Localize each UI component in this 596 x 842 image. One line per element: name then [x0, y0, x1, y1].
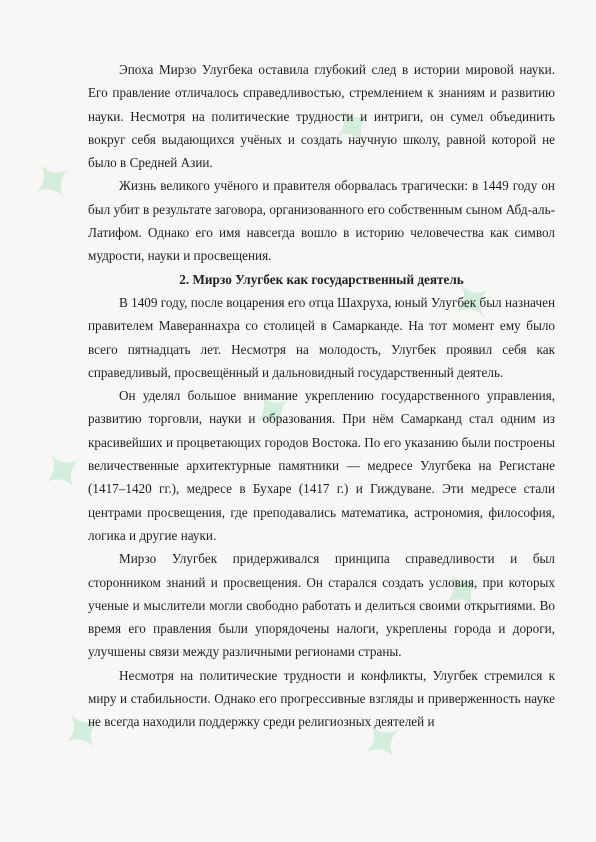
watermark-mark: ✦ — [425, 552, 502, 633]
paragraph: Жизнь великого учёного и правителя оборвалась трагически: в 1449 году он был убит в результате заговора, организованного его собственным сыном Абд-аль-Латифом. Однако его имя навсегда вошло в историю человечества как символ мудрости, науки и просвещения. — [88, 178, 555, 264]
paragraph: Несмотря на политические трудности и конфликты, Улугбек стремился к миру и стабильности. Однако его прогрессивные взгляды и приверженность науке не всегда находили поддержку среди религиозных деятелей и — [88, 667, 555, 730]
watermark-mark: ✦ — [25, 432, 102, 513]
watermark-mark: ✦ — [345, 702, 422, 783]
watermark-mark: ✦ — [315, 87, 392, 168]
document-body — [88, 58, 555, 734]
paragraph: Мирзо Улугбек придерживался принципа справедливости и был сторонником знаний и просвещения. Он старался создать условия, при которых ученые и мыслители могли свободно работать и делиться своими открытиями. Во время его правления были упорядочены налоги, укреплены города и дороги, улучшены связи между различными регионами страны. — [88, 551, 555, 660]
watermark-mark: ✦ — [435, 262, 512, 343]
watermark-mark: ✦ — [45, 692, 122, 773]
paragraph: Эпоха Мирзо Улугбека оставила глубокий след в истории мировой науки. Его правление отличалось справедливостью, стремлением к знаниям и развитию науки. Несмотря на политические трудности и интриги, он сумел объединить вокруг себя выдающихся учёных и создать научную школу, равной которой не было в Средней Азии. — [88, 62, 555, 171]
watermark-mark: ✦ — [15, 142, 92, 223]
paragraph: Он уделял большое внимание укреплению государственного управления, развитию торговли, науки и образования. При нём Самарканд стал одним из красивейших и процветающих городов Востока. По его указанию были построены величественные архитектурные памятники — медресе Улугбека на Регистане (1417–1420 гг.), медресе в Бухаре (1417 г.) и Гиждуване. Эти медресе стали центрами просвещения, где преподавались математика, астрономия, философия, логика и другие науки. — [88, 388, 555, 543]
paragraph: В 1409 году, после воцарения его отца Шахруха, юный Улугбек был назначен правителем Мавераннахра со столицей в Самарканде. На тот момент ему было всего пятнадцать лет. Несмотря на молодость, Улугбек проявил себя как справедливый, просвещённый и дальновидный государственный деятель. — [88, 294, 555, 380]
watermark-mark: ✦ — [235, 372, 312, 453]
section-heading: 2. Мирзо Улугбек как государственный деятель — [179, 271, 464, 287]
